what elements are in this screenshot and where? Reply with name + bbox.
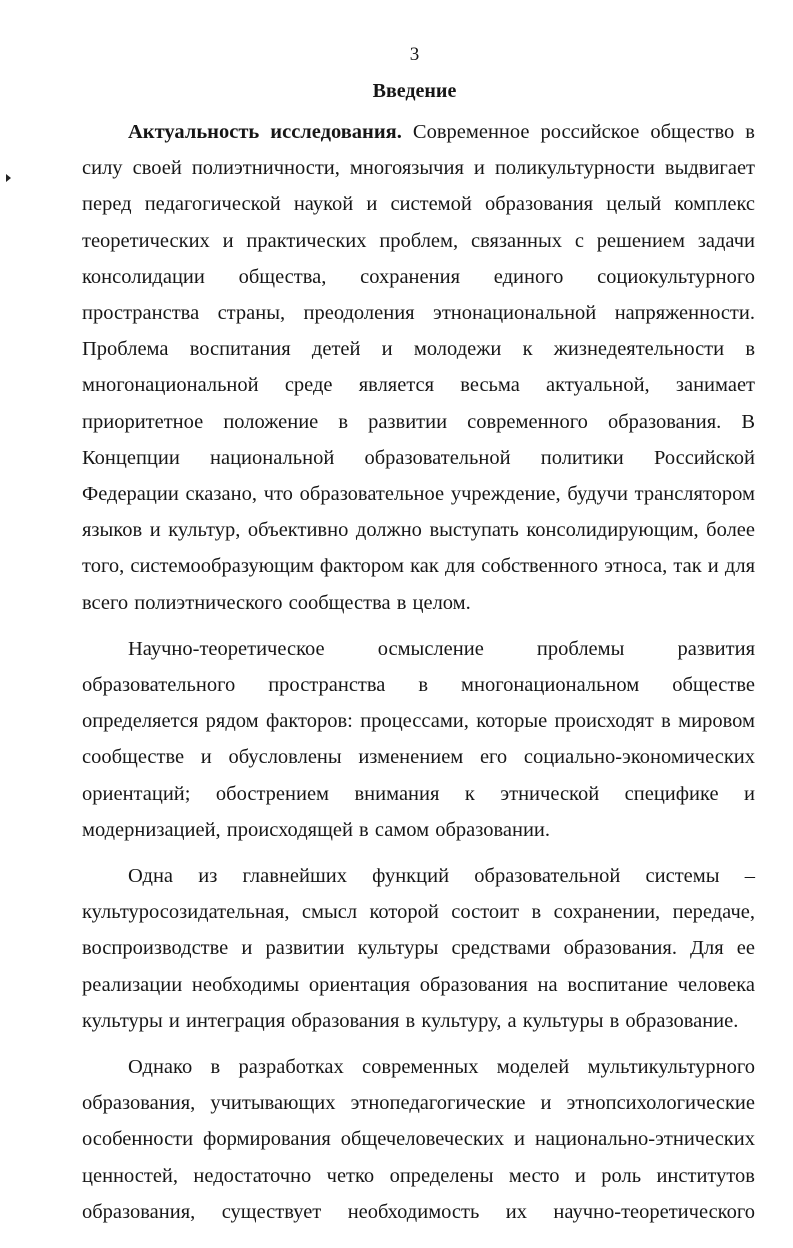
margin-marker-icon bbox=[6, 174, 11, 182]
paragraph-relevance bbox=[82, 114, 755, 621]
paragraph-culture-function: Одна из главнейших функций образовательной системы – культуросозидательная, смысл которой состоит в сохранении, передаче, воспроизводстве и развитии культуры средствами образования. Для ее реализации необходимы ориентация образования на воспитание человека культуры и интеграция образования в культуру, а культуры в образование. bbox=[82, 865, 755, 1032]
section-heading: Введение bbox=[372, 80, 457, 102]
page-number: 3 bbox=[409, 44, 420, 65]
paragraph-models: Однако в разработках современных моделей мультикультурного образования, учитывающих этнопедагогические и этнопсихологические особенности формирования общечеловеческих и национально-этнических ценностей, недостаточно четко определены место и роль институтов образования, существует необходимость их научно-теоретического bbox=[82, 1056, 755, 1223]
paragraph-lead: Актуальность исследования. bbox=[128, 121, 402, 143]
paragraph-text: Современное российское общество в силу своей полиэтничности, многоязычия и поликультурности выдвигает перед педагогической наукой и системой образования целый комплекс теоретических и практических проблем, связанных с решением задачи консолидации общества, сохранения единого социокультурного пространства страны, преодоления этнонациональной напряженности. Проблема воспитания детей и молодежи к жизнедеятельности в многонациональной среде является весьма актуальной, занимает приоритетное положение в развитии современного образования. В Концепции национальной образовательной политики Российской Федерации сказано, что образовательное учреждение, будучи транслятором языков и культур, объективно должно выступать консолидирующим, более того, системообразующим фактором как для собственного этноса, так и для всего полиэтнического сообщества в целом. bbox=[82, 121, 755, 614]
body-text bbox=[82, 114, 755, 1240]
paragraph-scientific-theoretical: Научно-теоретическое осмысление проблемы развития образовательного пространства в многонациональном обществе определяется рядом факторов: процессами, которые происходят в мировом сообществе и обусловлены изменением его социально-экономических ориентаций; обострением внимания к этнической специфике и модернизацией, происходящей в самом образовании. bbox=[82, 637, 755, 841]
